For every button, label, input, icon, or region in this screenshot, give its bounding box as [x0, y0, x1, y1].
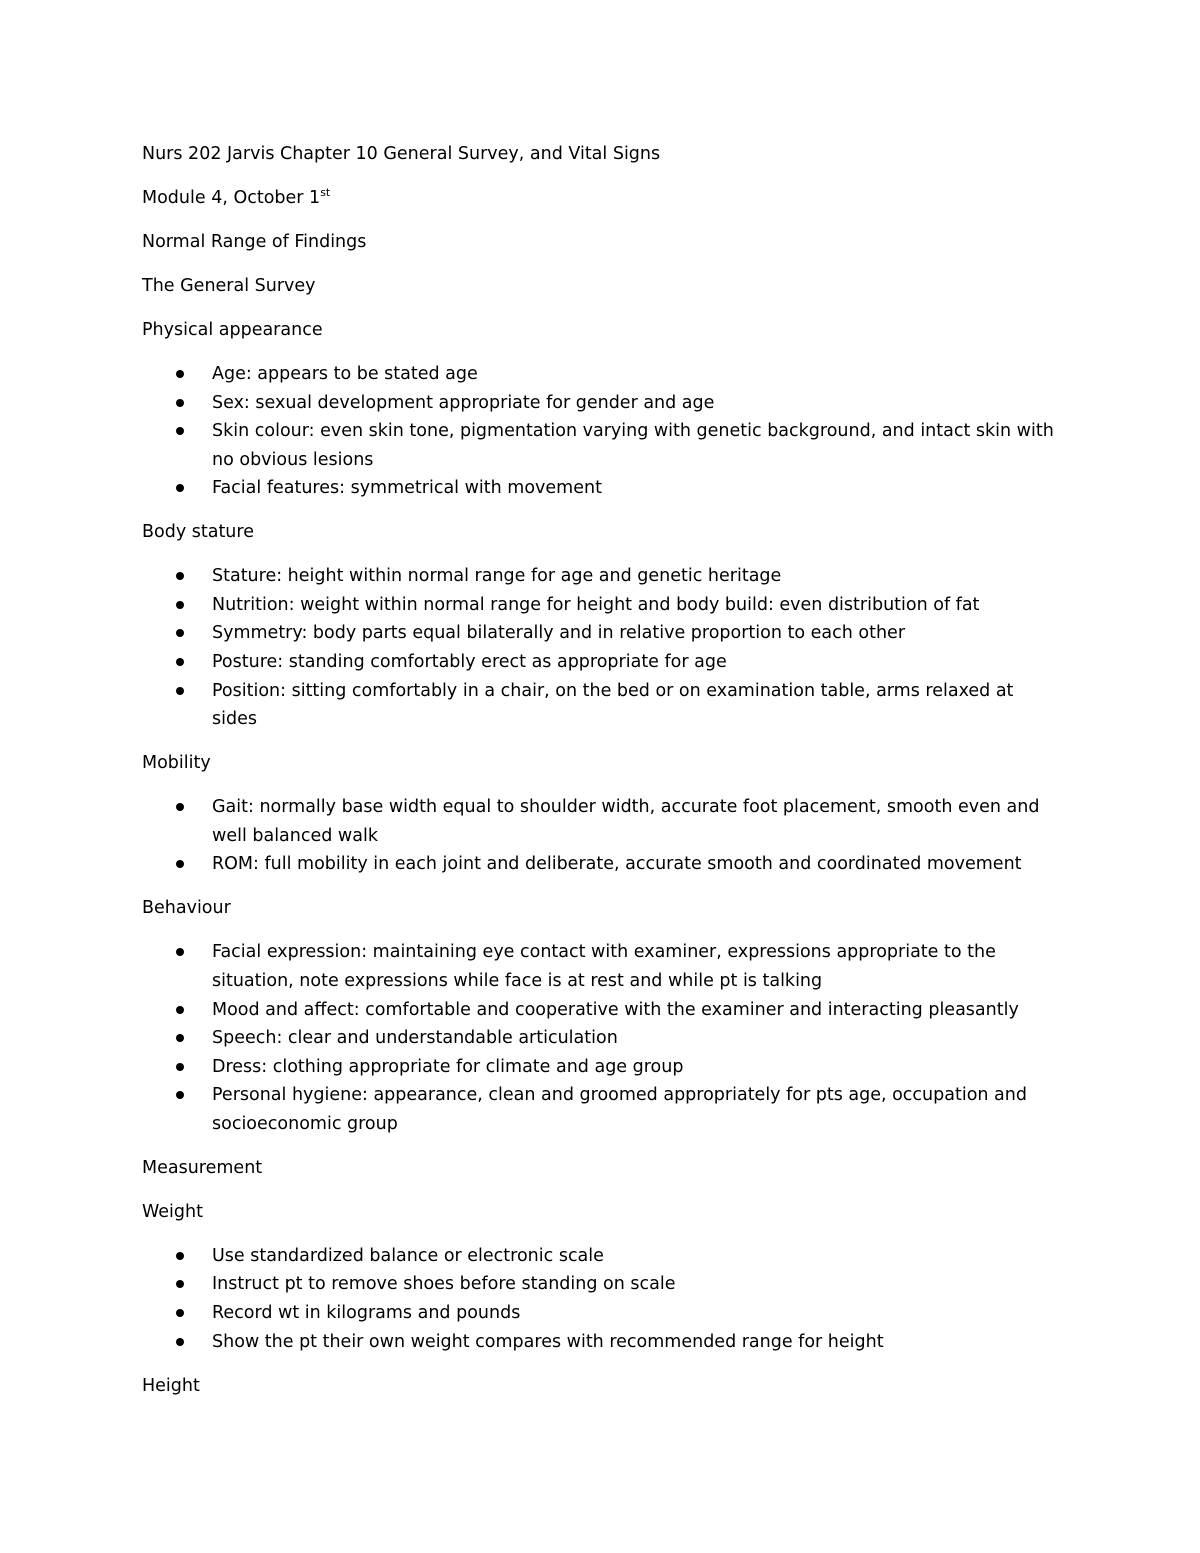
list-item	[142, 938, 1057, 995]
list-item-text: Show the pt their own weight compares with recommended range for height	[212, 1331, 884, 1352]
bullet-icon	[176, 601, 184, 609]
list-item	[142, 677, 1057, 734]
list-item-text: Instruct pt to remove shoes before standing on scale	[212, 1274, 676, 1295]
list-item-text: Facial expression: maintaining eye contact with examiner, expressions appropriate to the situation, note expressions while face is at rest and while pt is talking	[212, 942, 996, 991]
bullet-icon	[176, 1006, 184, 1014]
list-item	[142, 389, 1057, 418]
list-item-text: Age: appears to be stated age	[212, 363, 478, 384]
module-date-superscript: st	[320, 185, 331, 199]
heading-physical-appearance: Physical appearance	[142, 319, 323, 340]
bullet-icon	[176, 1063, 184, 1071]
list-item-text: Facial features: symmetrical with movement	[212, 478, 602, 499]
list-item-text: Position: sitting comfortably in a chair, on the bed or on examination table, arms relaxed at sides	[212, 680, 1014, 730]
bullet-icon	[176, 1338, 184, 1346]
heading-weight: Weight	[142, 1201, 203, 1222]
list-physical-appearance	[142, 360, 1102, 503]
list-item-text: Symmetry: body parts equal bilaterally and in relative proportion to each other	[212, 623, 906, 644]
document-page	[142, 140, 1102, 1416]
list-mobility	[142, 793, 1102, 879]
section-heading-general-survey: The General Survey	[142, 275, 316, 296]
bullet-icon	[176, 687, 184, 695]
bullet-icon	[176, 370, 184, 378]
list-item	[142, 474, 1057, 503]
heading-behaviour: Behaviour	[142, 898, 231, 919]
heading-mobility: Mobility	[142, 753, 211, 774]
list-item-text: Nutrition: weight within normal range for height and body build: even distribution of fat	[212, 594, 980, 615]
list-item	[142, 1024, 1057, 1053]
bullet-icon	[176, 658, 184, 666]
list-weight	[142, 1242, 1102, 1356]
bullet-icon	[176, 1252, 184, 1260]
bullet-icon	[176, 860, 184, 868]
bullet-icon	[176, 948, 184, 956]
list-item-text: Sex: sexual development appropriate for gender and age	[212, 392, 715, 413]
heading-height: Height	[142, 1375, 200, 1396]
bullet-icon	[176, 1309, 184, 1317]
list-item	[142, 1299, 1057, 1328]
list-item-text: Speech: clear and understandable articulation	[212, 1028, 618, 1049]
bullet-icon	[176, 399, 184, 407]
bullet-icon	[176, 572, 184, 580]
bullet-icon	[176, 427, 184, 435]
bullet-icon	[176, 484, 184, 492]
list-item-text: Mood and affect: comfortable and cooperative with the examiner and interacting pleasantly	[212, 999, 1019, 1020]
list-item	[142, 1242, 1057, 1271]
document-subtitle: Normal Range of Findings	[142, 231, 367, 252]
section-heading-measurement: Measurement	[142, 1157, 263, 1178]
module-date-text: Module 4, October 1	[142, 187, 321, 208]
list-item-text: Skin colour: even skin tone, pigmentation varying with genetic background, and intact skin with no obvious lesions	[212, 421, 1054, 470]
list-item	[142, 1270, 1057, 1299]
list-item	[142, 360, 1057, 389]
list-item	[142, 996, 1057, 1025]
list-item	[142, 591, 1057, 620]
list-item	[142, 648, 1057, 677]
list-item	[142, 793, 1057, 850]
list-item	[142, 619, 1057, 648]
list-item-text: Record wt in kilograms and pounds	[212, 1303, 521, 1324]
list-item-text: Personal hygiene: appearance, clean and groomed appropriately for pts age, occupation and socioeconomic group	[212, 1085, 1027, 1134]
bullet-icon	[176, 803, 184, 811]
list-item-text: Dress: clothing appropriate for climate and age group	[212, 1056, 684, 1077]
list-item-text: ROM: full mobility in each joint and deliberate, accurate smooth and coordinated movement	[212, 854, 1022, 875]
heading-body-stature: Body stature	[142, 522, 254, 543]
list-item	[142, 417, 1057, 474]
list-behaviour	[142, 938, 1102, 1138]
list-item-text: Stature: height within normal range for age and genetic heritage	[212, 566, 782, 587]
bullet-icon	[176, 1034, 184, 1042]
bullet-icon	[176, 629, 184, 637]
list-item	[142, 1081, 1057, 1138]
bullet-icon	[176, 1091, 184, 1099]
list-item	[142, 850, 1057, 879]
module-date	[142, 184, 1102, 213]
list-body-stature	[142, 562, 1102, 734]
list-item	[142, 562, 1057, 591]
list-item-text: Posture: standing comfortably erect as appropriate for age	[212, 652, 727, 673]
bullet-icon	[176, 1280, 184, 1288]
document-title: Nurs 202 Jarvis Chapter 10 General Survey, and Vital Signs	[142, 144, 661, 164]
list-item-text: Gait: normally base width equal to shoulder width, accurate foot placement, smooth even and well balanced walk	[212, 797, 1040, 846]
list-item	[142, 1328, 1057, 1357]
list-item-text: Use standardized balance or electronic scale	[212, 1245, 604, 1266]
list-item	[142, 1053, 1057, 1082]
